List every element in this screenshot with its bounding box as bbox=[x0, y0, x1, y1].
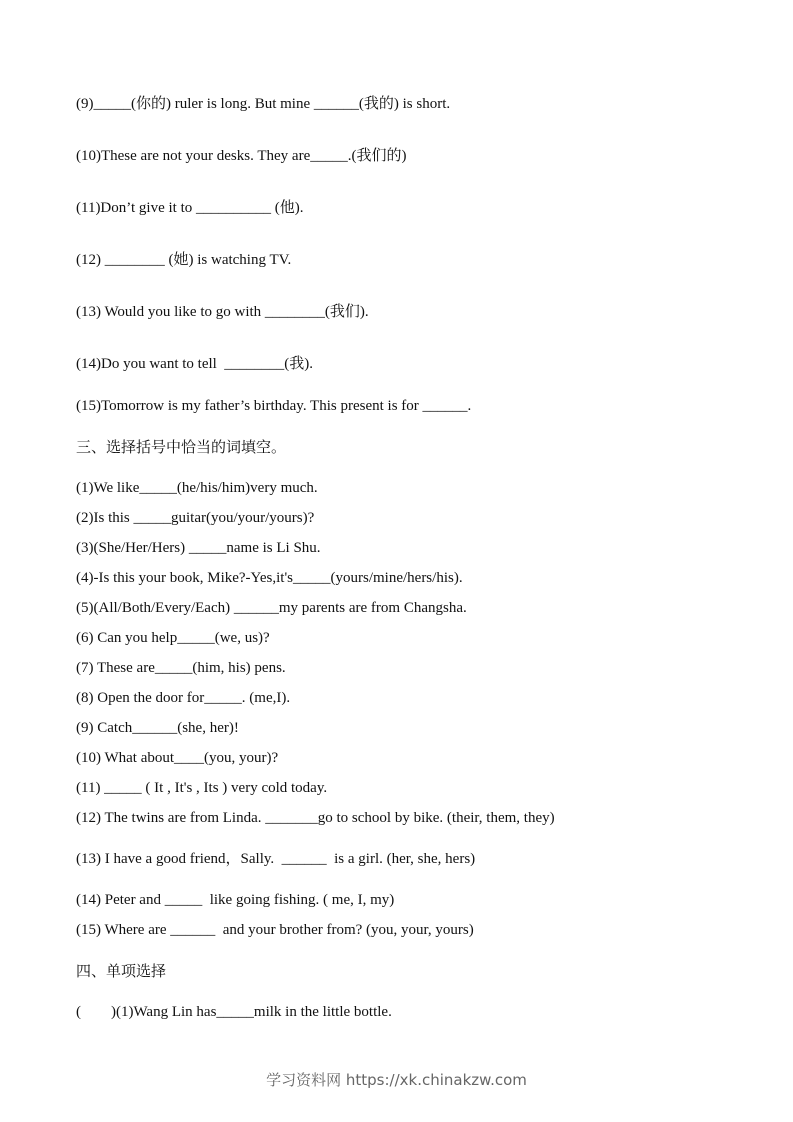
exercise-line: (11)Don’t give it to __________ (他). bbox=[76, 200, 304, 216]
exercise-line: (10)These are not your desks. They are_____.(我们的) bbox=[76, 148, 407, 164]
exercise-line: (12) ________ (她) is watching TV. bbox=[76, 252, 292, 268]
exercise-line: (14) Peter and _____ like going fishing. ( me, I, my) bbox=[76, 892, 395, 908]
exercise-line: ( )(1)Wang Lin has_____milk in the little bottle. bbox=[76, 1004, 392, 1020]
exercise-line: (15) Where are ______ and your brother from? (you, your, yours) bbox=[76, 922, 474, 938]
exercise-line: (9)_____(你的) ruler is long. But mine ______(我的) is short. bbox=[76, 96, 451, 112]
section-three-heading: 三、选择括号中恰当的词填空。 bbox=[76, 438, 287, 456]
exercise-line: (13) Would you like to go with ________(我们). bbox=[76, 304, 369, 320]
exercise-line: (6) Can you help_____(we, us)? bbox=[76, 630, 270, 646]
exercise-line: (13) I have a good friend，Sally. ______ is a girl. (her, she, hers) bbox=[76, 851, 476, 867]
section-four-heading: 四、单项选择 bbox=[76, 962, 167, 980]
page-footer-watermark: 学习资料网 https://xk.chinakzw.com bbox=[266, 1071, 527, 1089]
exercise-line: (7) These are_____(him, his) pens. bbox=[76, 660, 286, 676]
exercise-line: (10) What about____(you, your)? bbox=[76, 750, 279, 766]
exercise-line: (4)-Is this your book, Mike?-Yes,it's_____(yours/mine/hers/his). bbox=[76, 570, 463, 586]
exercise-line: (12) The twins are from Linda. _______go to school by bike. (their, them, they) bbox=[76, 810, 555, 826]
exercise-line: (2)Is this _____guitar(you/your/yours)? bbox=[76, 510, 315, 526]
exercise-line: (14)Do you want to tell ________(我). bbox=[76, 356, 314, 372]
exercise-line: (1)We like_____(he/his/him)very much. bbox=[76, 480, 318, 496]
exercise-line: (9) Catch______(she, her)! bbox=[76, 720, 239, 736]
exercise-line: (8) Open the door for_____. (me,I). bbox=[76, 690, 291, 706]
exercise-line: (11) _____ ( It , It's , Its ) very cold today. bbox=[76, 780, 328, 796]
exercise-line: (15)Tomorrow is my father’s birthday. This present is for ______. bbox=[76, 398, 472, 414]
exercise-line: (3)(She/Her/Hers) _____name is Li Shu. bbox=[76, 540, 321, 556]
exercise-line: (5)(All/Both/Every/Each) ______my parents are from Changsha. bbox=[76, 600, 467, 616]
